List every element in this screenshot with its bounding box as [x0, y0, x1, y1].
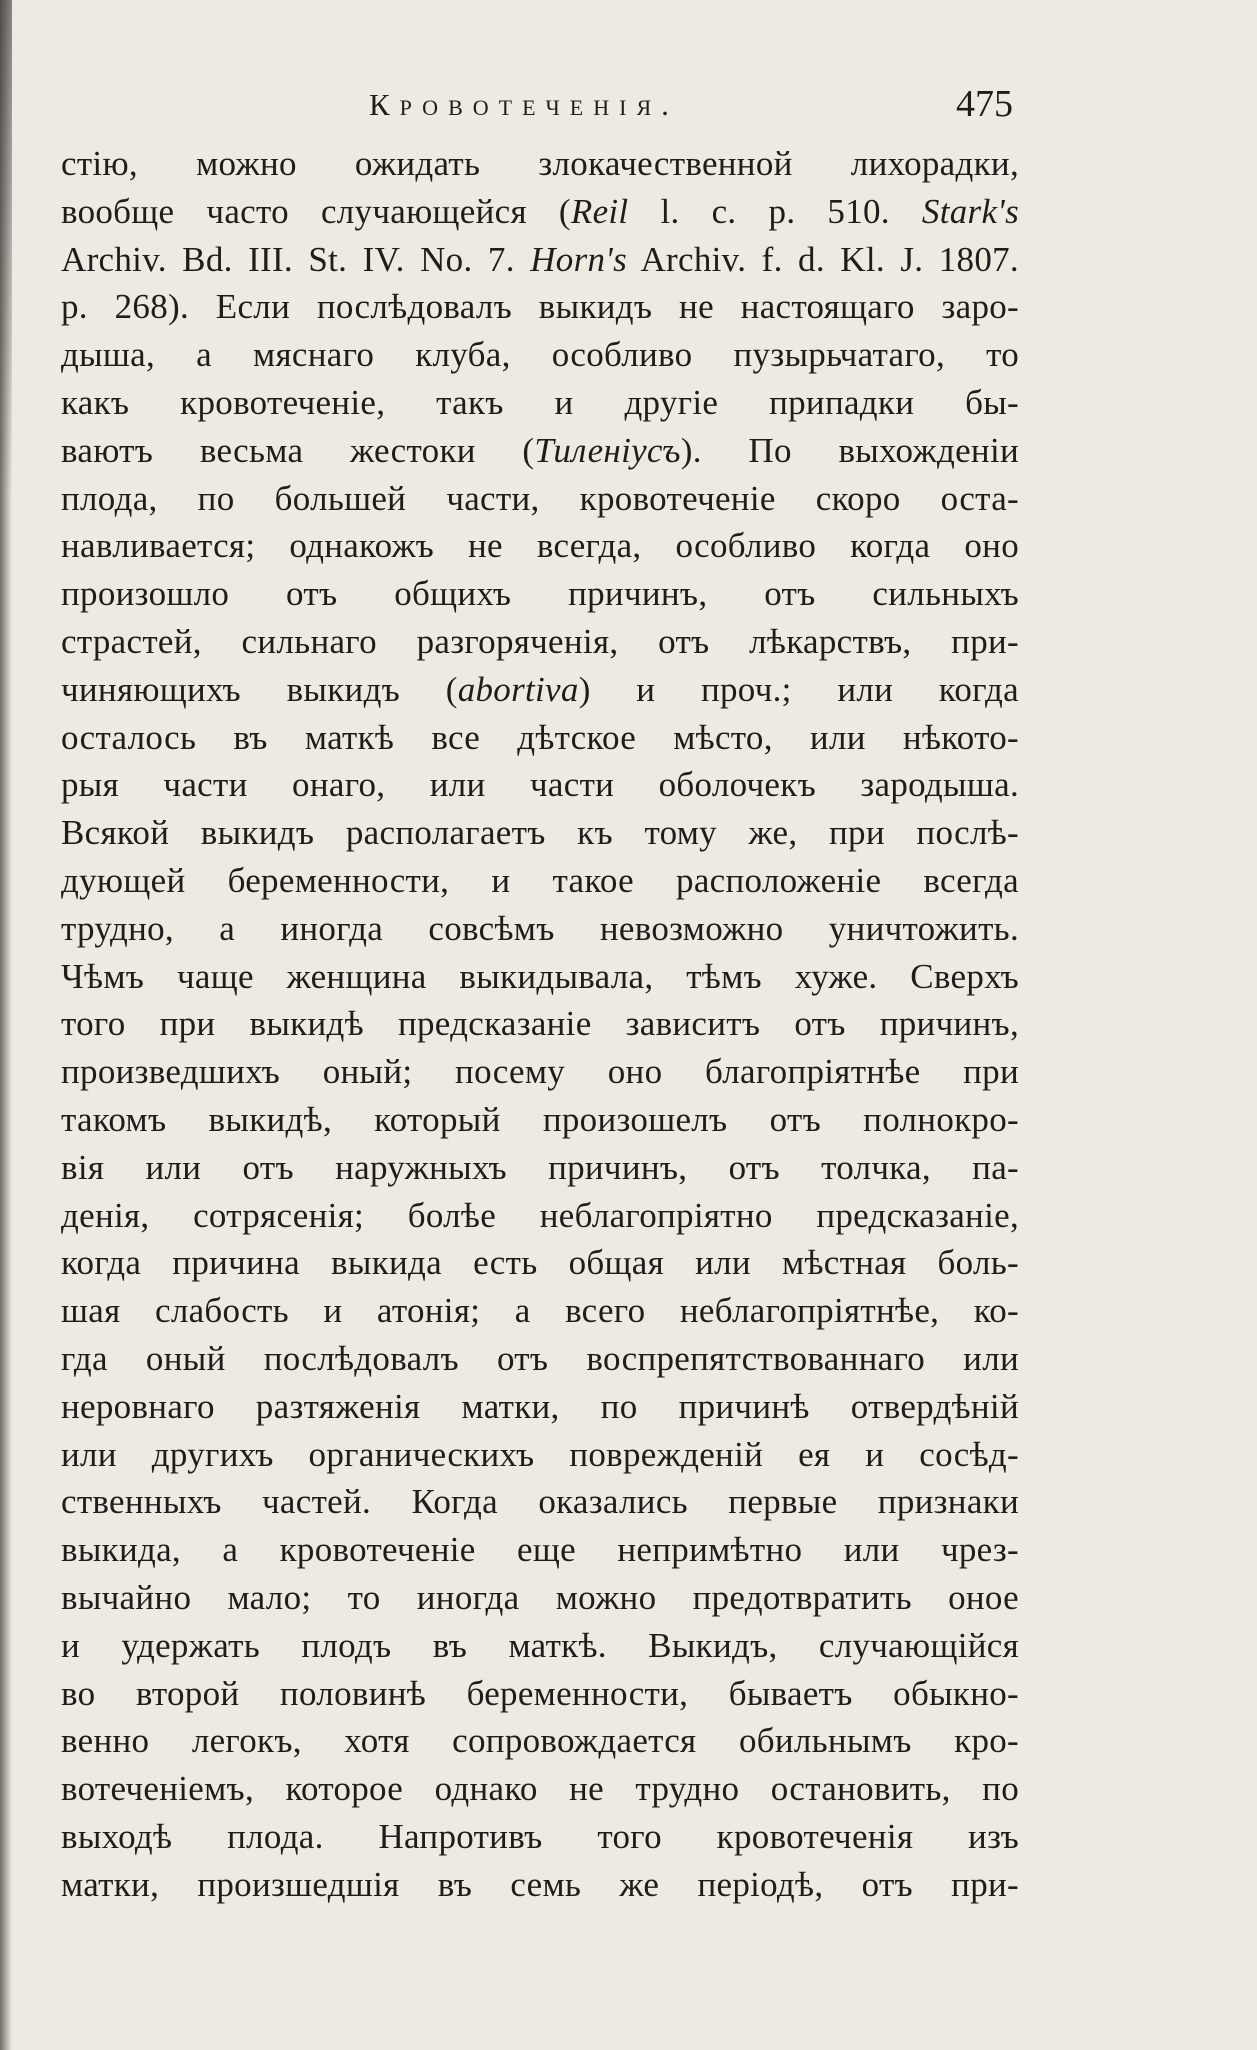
text-segment: выходѣ плода. Напротивъ того кровотеченія изъ: [61, 1816, 1019, 1856]
text-line: [61, 666, 1019, 714]
text-segment: осталось въ маткѣ все дѣтское мѣсто, или нѣкото-: [61, 717, 1019, 757]
text-segment: и удержать плодъ въ маткѣ. Выкидъ, случающійся: [61, 1625, 1019, 1665]
text-line: [61, 1048, 1019, 1096]
running-head: Кровотеченія.: [369, 87, 679, 122]
text-line: [61, 379, 1019, 427]
text-segment: Чѣмъ чаще женщина выкидывала, тѣмъ хуже. Сверхъ: [61, 956, 1019, 996]
text-line: [61, 1526, 1019, 1574]
text-line: [61, 1335, 1019, 1383]
text-line: [61, 761, 1019, 809]
text-segment: ) и проч.; или когда: [578, 669, 1019, 709]
text-segment: страстей, сильнаго разгоряченія, отъ лѣкарствъ, при-: [61, 621, 1019, 661]
text-segment: p. 268). Если послѣдовалъ выкидъ не настоящаго заро-: [61, 287, 1019, 327]
text-line: [61, 570, 1019, 618]
text-line: [61, 1670, 1019, 1718]
text-segment: когда причина выкида есть общая или мѣстная боль-: [61, 1243, 1019, 1283]
text-line: [61, 1861, 1019, 1909]
text-line: [61, 283, 1019, 331]
text-line: [61, 809, 1019, 857]
text-segment: какъ кровотеченіе, такъ и другіе припадки бы-: [61, 382, 1019, 422]
text-segment: трудно, а иногда совсѣмъ невозможно уничтожить.: [61, 908, 1019, 948]
text-segment: венно легокъ, хотя сопровождается обильнымъ кро-: [61, 1721, 1019, 1761]
text-line: [61, 714, 1019, 762]
text-segment: дыша, а мяснаго клуба, особливо пузырьчатаго, то: [61, 335, 1019, 375]
text-segment: вотеченіемъ, которое однако не трудно остановить, по: [61, 1769, 1019, 1809]
text-line: [61, 1383, 1019, 1431]
text-line: [61, 188, 1019, 236]
text-line: [61, 522, 1019, 570]
text-segment: вія или отъ наружныхъ причинъ, отъ толчка, па-: [61, 1147, 1019, 1187]
text-segment: гда оный послѣдовалъ отъ воспрепятствованнаго или: [61, 1338, 1019, 1378]
text-line: [61, 1622, 1019, 1670]
text-segment: Archiv. f. d. Kl. J. 1807.: [627, 239, 1019, 279]
text-segment: дующей беременности, и такое расположеніе всегда: [61, 860, 1019, 900]
body-text: [61, 140, 1019, 1908]
text-segment: чиняющихъ выкидъ (: [61, 669, 458, 709]
text-line: [61, 1478, 1019, 1526]
text-line: [61, 331, 1019, 379]
text-line: [61, 1239, 1019, 1287]
text-segment: Всякой выкидъ располагаетъ къ тому же, при послѣ-: [61, 813, 1019, 853]
text-line: [61, 427, 1019, 475]
text-segment: ственныхъ частей. Когда оказались первые признаки: [61, 1482, 1019, 1522]
text-line: [61, 1096, 1019, 1144]
text-segment: плода, по большей части, кровотеченіе скоро оста-: [61, 478, 1019, 518]
text-line: [61, 1431, 1019, 1479]
text-segment: вообще часто случающейся (: [61, 191, 571, 231]
text-line: [61, 1765, 1019, 1813]
text-segment: шая слабость и атонія; а всего неблагопріятнѣе, ко-: [61, 1291, 1019, 1331]
text-segment: l. c. p. 510.: [628, 191, 922, 231]
text-segment: денія, сотрясенія; болѣе неблагопріятно предсказаніе,: [61, 1195, 1019, 1235]
italic-citation: Тиленіусъ: [534, 430, 681, 470]
text-line: [61, 236, 1019, 284]
text-line: [61, 140, 1019, 188]
binding-shadow: [0, 0, 12, 2050]
text-segment: неровнаго разтяженія матки, по причинѣ отвердѣній: [61, 1386, 1019, 1426]
text-segment: ваютъ весьма жестоки (: [61, 430, 535, 470]
text-segment: матки, произшедшія въ семь же періодѣ, отъ при-: [61, 1864, 1019, 1904]
text-segment: во второй половинѣ беременности, бываетъ обыкно-: [61, 1673, 1019, 1713]
page-number: 475: [956, 83, 1013, 125]
text-line: [61, 1000, 1019, 1048]
text-segment: такомъ выкидѣ, который произошелъ отъ полнокро-: [61, 1099, 1019, 1139]
text-segment: навливается; однакожъ не всегда, особливо когда оно: [61, 526, 1019, 566]
text-line: [61, 1813, 1019, 1861]
italic-citation: Horn's: [530, 239, 627, 279]
text-segment: вычайно мало; то иногда можно предотвратить оное: [61, 1577, 1019, 1617]
italic-citation: Stark's: [921, 191, 1019, 231]
text-segment: рыя части онаго, или части оболочекъ зародыша.: [61, 765, 1019, 805]
text-line: [61, 953, 1019, 1001]
text-segment: произведшихъ оный; посему оно благопріятнѣе при: [61, 1052, 1019, 1092]
italic-term: abortiva: [457, 669, 579, 709]
text-segment: ). По выхожденіи: [680, 430, 1019, 470]
text-line: [61, 905, 1019, 953]
text-line: [61, 1144, 1019, 1192]
text-segment: произошло отъ общихъ причинъ, отъ сильныхъ: [61, 574, 1019, 614]
text-line: [61, 618, 1019, 666]
text-segment: того при выкидѣ предсказаніе зависитъ отъ причинъ,: [61, 1004, 1019, 1044]
text-segment: Archiv. Bd. III. St. IV. No. 7.: [61, 239, 531, 279]
text-segment: стію, можно ожидать злокачественной лихорадки,: [61, 144, 1019, 183]
text-line: [61, 1574, 1019, 1622]
text-line: [61, 1717, 1019, 1765]
text-line: [61, 475, 1019, 523]
text-line: [61, 1287, 1019, 1335]
italic-citation: Reil: [570, 191, 629, 231]
text-line: [61, 1192, 1019, 1240]
text-line: [61, 857, 1019, 905]
text-segment: выкида, а кровотеченіе еще непримѣтно или чрез-: [61, 1530, 1019, 1570]
text-segment: или другихъ органическихъ поврежденій ея и сосѣд-: [61, 1434, 1019, 1474]
